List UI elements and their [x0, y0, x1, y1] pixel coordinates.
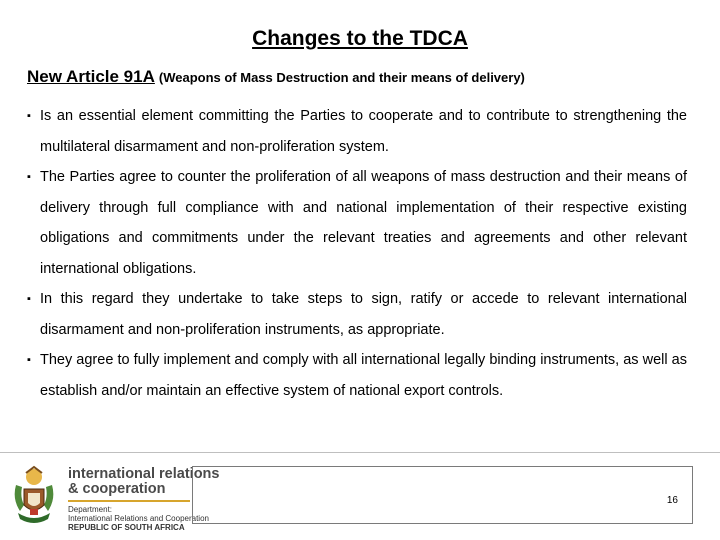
logo-line-1: international relations	[68, 466, 220, 482]
bullet-item: ▪ They agree to fully implement and comply with all international legally binding instruments, as well as establish and/or maintain an effective system of national export controls.	[27, 345, 687, 406]
bullet-list	[27, 101, 687, 406]
bullet-item: ▪ In this regard they undertake to take steps to sign, ratify or accede to relevant international disarmament and non-proliferation instruments, as appropriate.	[27, 284, 687, 345]
bullet-item: ▪ The Parties agree to counter the proliferation of all weapons of mass destruction and their means of delivery through full compliance with and national implementation of their respective existing obligations and commitments under the relevant treaties and agreements and other relevant international obligations.	[27, 162, 687, 284]
page-number: 16	[666, 495, 678, 506]
coat-of-arms-icon	[8, 465, 60, 527]
bullet-item: ▪ Is an essential element committing the Parties to cooperate and to contribute to strengthening the multilateral disarmament and non-proliferation system.	[27, 101, 687, 162]
article-number: New Article 91A	[27, 67, 155, 86]
logo-rule	[68, 500, 190, 502]
article-description: (Weapons of Mass Destruction and their means of delivery)	[158, 70, 525, 85]
department-name: International Relations and Cooperation	[68, 514, 209, 523]
country-name: REPUBLIC OF SOUTH AFRICA	[68, 523, 185, 532]
article-heading	[27, 67, 525, 87]
footer-divider	[0, 452, 720, 453]
logo-line-2: & cooperation	[68, 481, 166, 497]
department-label: Department:	[68, 505, 113, 514]
page-number-box	[192, 466, 693, 524]
slide-title: Changes to the TDCA	[252, 27, 468, 50]
